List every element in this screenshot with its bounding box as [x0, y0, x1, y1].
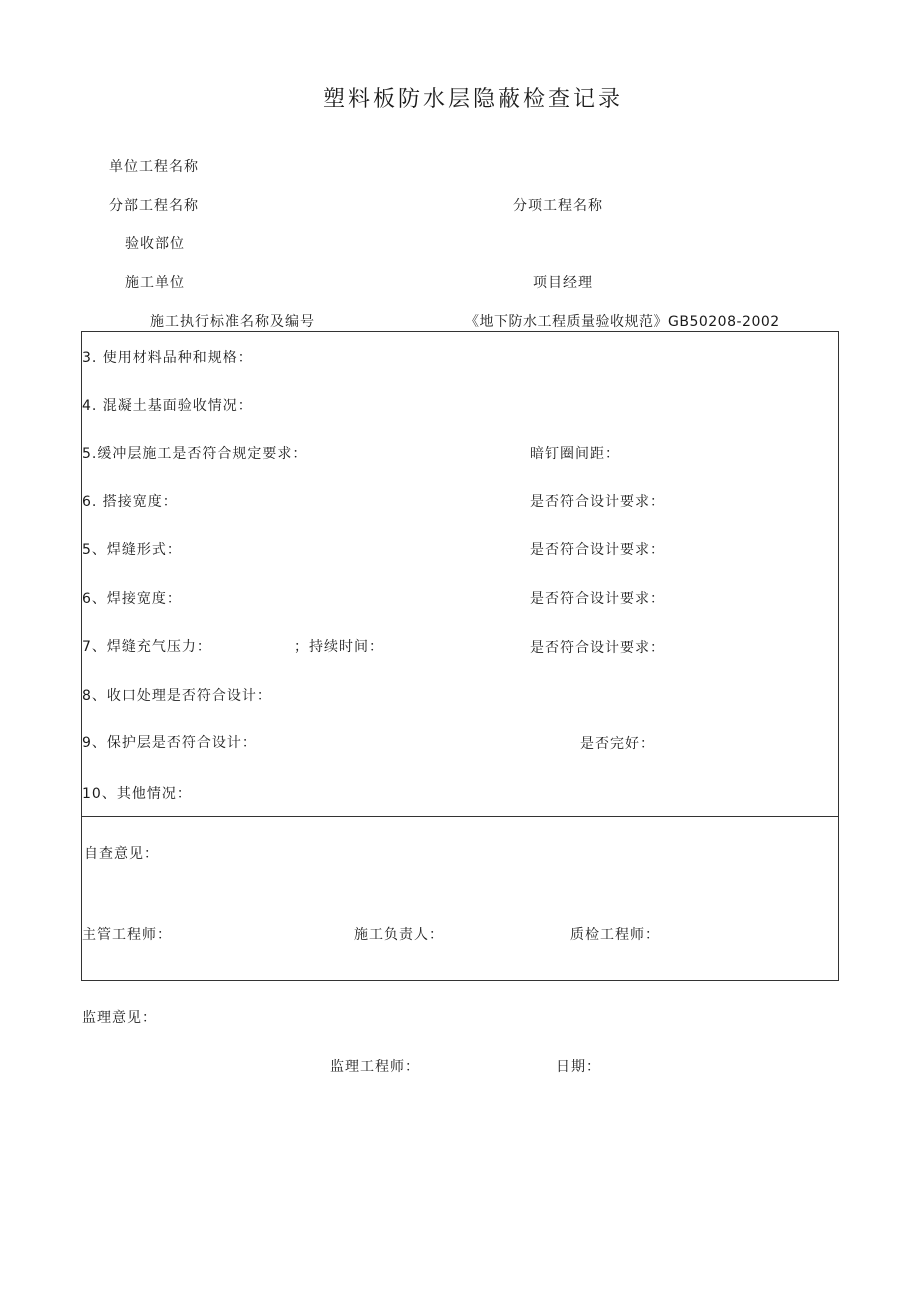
protection-check: 9、保护层是否符合设计： — [82, 735, 257, 751]
standard-label: 施工执行标准名称及编号 — [150, 314, 315, 330]
weld-form-design-check: 是否符合设计要求： — [530, 542, 665, 558]
supervision-engineer-signature: 监理工程师： — [330, 1059, 420, 1075]
material-check: 3. 使用材料品种和规格： — [82, 350, 253, 366]
supervision-opinion: 监理意见： — [82, 1010, 157, 1026]
sub-project-label: 分部工程名称 — [109, 198, 199, 214]
overlap-width-check: 6. 搭接宽度： — [82, 494, 178, 510]
nail-spacing-check: 暗钉圈间距： — [530, 446, 620, 462]
overlap-design-check: 是否符合设计要求： — [530, 494, 665, 510]
acceptance-part-label: 验收部位 — [125, 236, 185, 252]
supervision-date: 日期： — [556, 1059, 601, 1075]
buffer-layer-check: 5.缓冲层施工是否符合规定要求： — [82, 446, 308, 462]
weld-width-design-check: 是否符合设计要求： — [530, 591, 665, 607]
concrete-base-check: 4. 混凝土基面验收情况： — [82, 398, 253, 414]
other-check: 10、其他情况： — [82, 786, 192, 802]
standard-value: 《地下防水工程质量验收规范》GB50208-2002 — [465, 314, 780, 330]
construction-lead-signature: 施工负责人： — [354, 927, 444, 943]
intact-check: 是否完好： — [580, 736, 655, 752]
project-manager-label: 项目经理 — [533, 275, 593, 291]
weld-pressure-check: 7、焊缝充气压力： — [82, 639, 212, 655]
item-project-label: 分项工程名称 — [513, 198, 603, 214]
chief-engineer-signature: 主管工程师： — [82, 927, 172, 943]
closure-check: 8、收口处理是否符合设计： — [82, 688, 272, 704]
page-title: 塑料板防水层隐蔽检查记录 — [323, 87, 624, 112]
unit-project-label: 单位工程名称 — [109, 159, 199, 175]
weld-form-check: 5、焊缝形式： — [82, 542, 182, 558]
self-check-opinion: 自查意见： — [84, 846, 159, 862]
qc-engineer-signature: 质检工程师： — [570, 927, 660, 943]
weld-pressure-design-check: 是否符合设计要求： — [530, 640, 665, 656]
duration-check: ；持续时间： — [294, 639, 384, 655]
construction-unit-label: 施工单位 — [125, 275, 185, 291]
weld-width-check: 6、焊接宽度： — [82, 591, 182, 607]
self-check-section — [81, 816, 839, 981]
